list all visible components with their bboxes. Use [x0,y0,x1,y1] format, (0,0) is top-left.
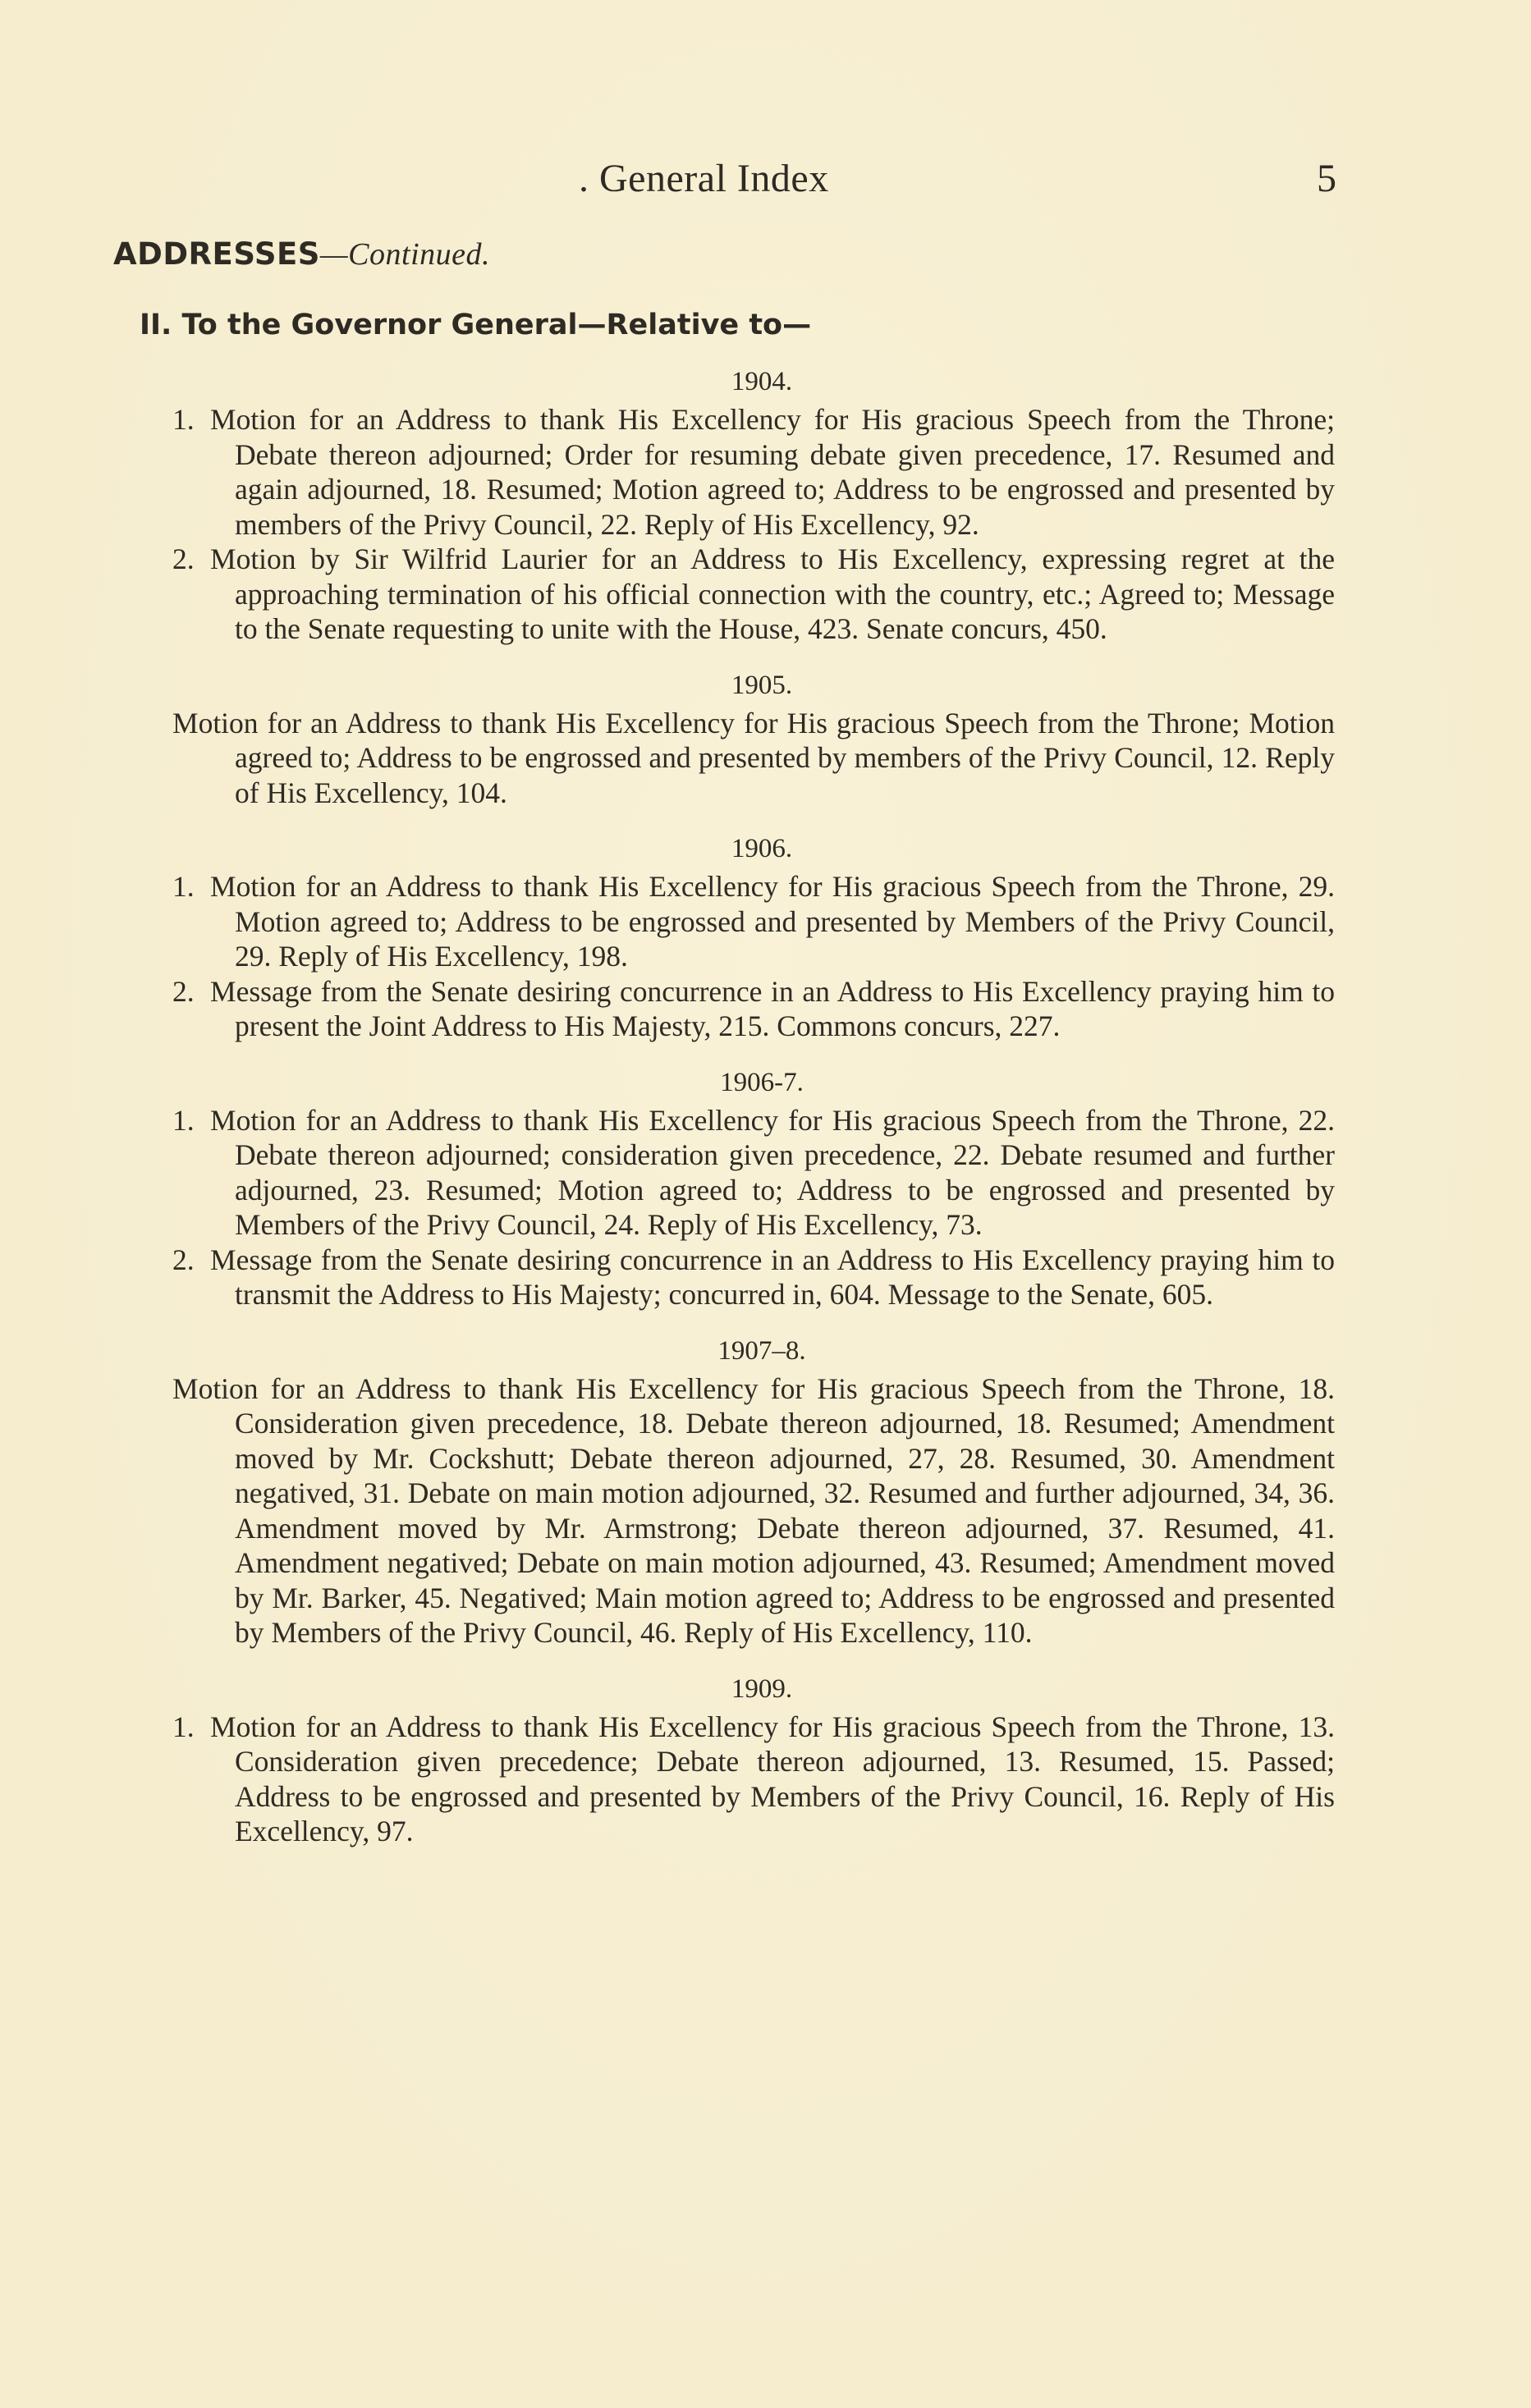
page-title: . General Index [579,157,829,200]
year-heading: 1909. [731,1673,793,1704]
entry-number: 2. [172,542,195,575]
entry-text: Motion for an Address to thank His Excellency for His gracious Speech from the Throne, 18. Consideration given precedence, 18. Debate thereon adjourned, 18. Resumed; Amendment moved by Mr. Cockshutt; Debate thereon adjourned, 27, 28. Resumed, 30. Amendment negatived, 31. Debate on main motion adjourned, 32. Resumed and further adjourned, 34, 36. Amendment moved by Mr. Armstrong; Debate thereon adjourned, 37. Resumed, 41. Amendment negatived; Debate on main motion adjourned, 43. Resumed; Amendment moved by Mr. Barker, 45. Negatived; Main motion agreed to; Address to be engrossed and presented by Members of the Privy Council, 46. Reply of His Excellency, 110. [172,1371,1335,1649]
entry-text: Motion for an Address to thank His Excellency for His gracious Speech from the Throne, 29. Motion agreed to; Address to be engrossed and presented by Members of the Privy Council, 29. Reply of His Excellency, 198. [210,870,1335,973]
entry-text: Motion by Sir Wilfrid Laurier for an Address to His Excellency, expressing regret at the approaching termination of his official connection with the country, etc.; Agreed to; Message to the Senate requesting to unite with the House, 423. Senate concurs, 450. [210,542,1335,645]
index-entry [172,402,1335,542]
entry-text: Motion for an Address to thank His Excellency for His gracious Speech from the Throne, 13. Consideration given precedence; Debate thereon adjourned, 13. Resumed, 15. Passed; Address to be engrossed and presented by Members of the Privy Council, 16. Reply of His Excellency, 97. [210,1710,1335,1847]
index-entry [172,869,1335,974]
index-entry [172,1103,1335,1243]
year-heading: 1904. [731,367,793,396]
entry-number: 1. [172,1710,195,1743]
page-number: 5 [1317,157,1336,200]
year-heading: 1906. [731,834,793,863]
index-entry [172,706,1335,811]
entry-number: 1. [172,403,195,436]
entry-text: Message from the Senate desiring concurrence in an Address to His Excellency praying him to transmit the Address to His Majesty; concurred in, 604. Message to the Senate, 605. [210,1243,1335,1311]
entry-number: 1. [172,1103,195,1137]
index-content [172,361,1335,1849]
continued-label: —Continued. [319,237,491,272]
year-heading: 1906-7. [720,1067,804,1097]
year-heading: 1907–8. [717,1335,806,1366]
entry-number: 2. [172,974,195,1008]
index-entry [172,974,1335,1044]
index-entry [172,1243,1335,1312]
entry-number: 1. [172,870,195,903]
index-entry [172,542,1335,647]
entry-text: Message from the Senate desiring concurrence in an Address to His Excellency praying him to present the Joint Address to His Majesty, 215. Commons concurs, 227. [210,974,1335,1042]
index-entry [172,1710,1335,1849]
year-heading: 1905. [731,670,793,700]
running-head [0,156,1531,213]
entry-number: 2. [172,1243,195,1276]
index-entry [172,1371,1335,1650]
entry-text: Motion for an Address to thank His Excellency for His gracious Speech from the Throne; Motion agreed to; Address to be engrossed and presented by members of the Privy Council, 12. Reply of His Excellency, 104. [172,706,1335,809]
section-heading [113,236,490,272]
section-heading-text: ADDRESSES [113,236,320,272]
entry-text: Motion for an Address to thank His Excellency for His gracious Speech from the Throne, 22. Debate thereon adjourned; consideration given precedence, 22. Debate resumed and further adjourned, 23. Resumed; Motion agreed to; Address to be engrossed and presented by Members of the Privy Council, 24. Reply of His Excellency, 73. [210,1103,1335,1241]
subsection-heading: II. To the Governor General—Relative to— [140,309,812,341]
entry-text: Motion for an Address to thank His Excellency for His gracious Speech from the Throne; Debate thereon adjourned; Order for resuming debate given precedence, 17. Resumed and again adjourned, 18. Resumed; Motion agreed to; Address to be engrossed and presented by members of the Privy Council, 22. Reply of His Excellency, 92. [210,403,1335,541]
